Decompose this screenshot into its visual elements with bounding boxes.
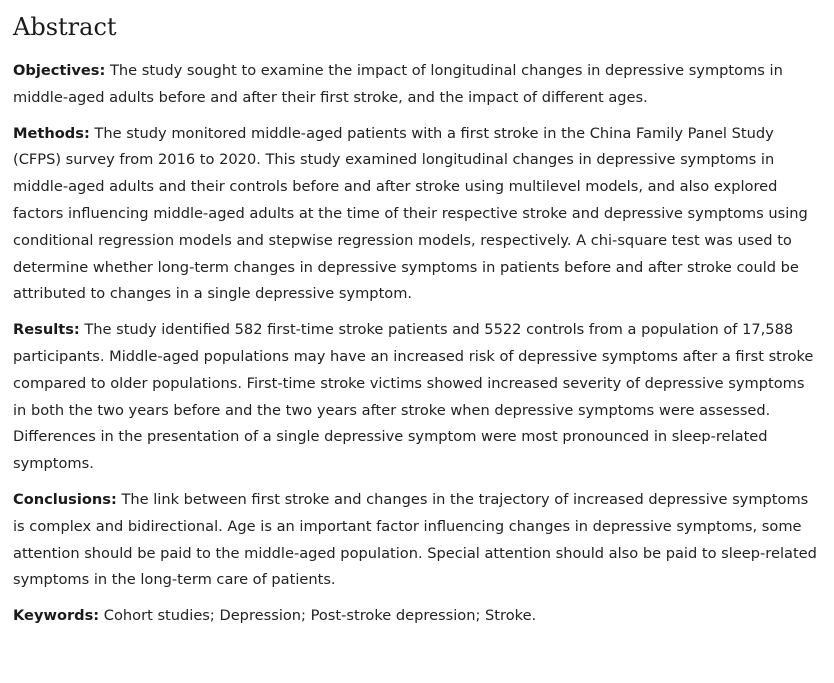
conclusions-label: Conclusions: [13, 490, 117, 508]
keywords-paragraph [13, 603, 818, 630]
methods-paragraph [13, 121, 818, 309]
objectives-text: The study sought to examine the impact of longitudinal changes in depressive symptoms in middle-aged adults before and after their first stroke, and the impact of different ages. [13, 62, 783, 106]
conclusions-paragraph [13, 487, 818, 594]
results-paragraph [13, 317, 818, 478]
objectives-label: Objectives: [13, 62, 106, 79]
methods-text: The study monitored middle-aged patients with a first stroke in the China Family Panel Study (CFPS) survey from 2016 to 2020. This study examined longitudinal changes in depressive symptoms in middle-aged adults and their controls before and after stroke using multilevel models, and also explored factors influencing middle-aged adults at the time of their respective stroke and depressive symptoms using conditional regression models and stepwise regression models, respectively. A chi-square test was used to determine whether long-term changes in depressive symptoms in patients before and after stroke could be attributed to changes in a single depressive symptom. [13, 124, 808, 303]
methods-label: Methods: [13, 124, 90, 142]
keywords-text: Cohort studies; Depression; Post-stroke depression; Stroke. [103, 607, 537, 625]
abstract-section [13, 11, 818, 639]
objectives-paragraph [13, 58, 818, 112]
results-text: The study identified 582 first-time stroke patients and 5522 controls from a population of 17,588 participants. Middle-aged populations may have an increased risk of depressive symptoms after a first stroke compared to older populations. First-time stroke victims showed increased severity of depressive symptoms in both the two years before and the two years after stroke when depressive symptoms were assessed. Differences in the presentation of a single depressive symptom were most pronounced in sleep-related symptoms. [13, 321, 814, 473]
abstract-heading: Abstract [13, 13, 117, 41]
conclusions-text: The link between first stroke and changes in the trajectory of increased depressive symptoms is complex and bidirectional. Age is an important factor influencing changes in depressive symptoms, some attention should be paid to the middle-aged population. Special attention should also be paid to sleep-related symptoms in the long-term care of patients. [13, 490, 817, 589]
results-label: Results: [13, 321, 80, 339]
keywords-label: Keywords: [13, 607, 100, 625]
